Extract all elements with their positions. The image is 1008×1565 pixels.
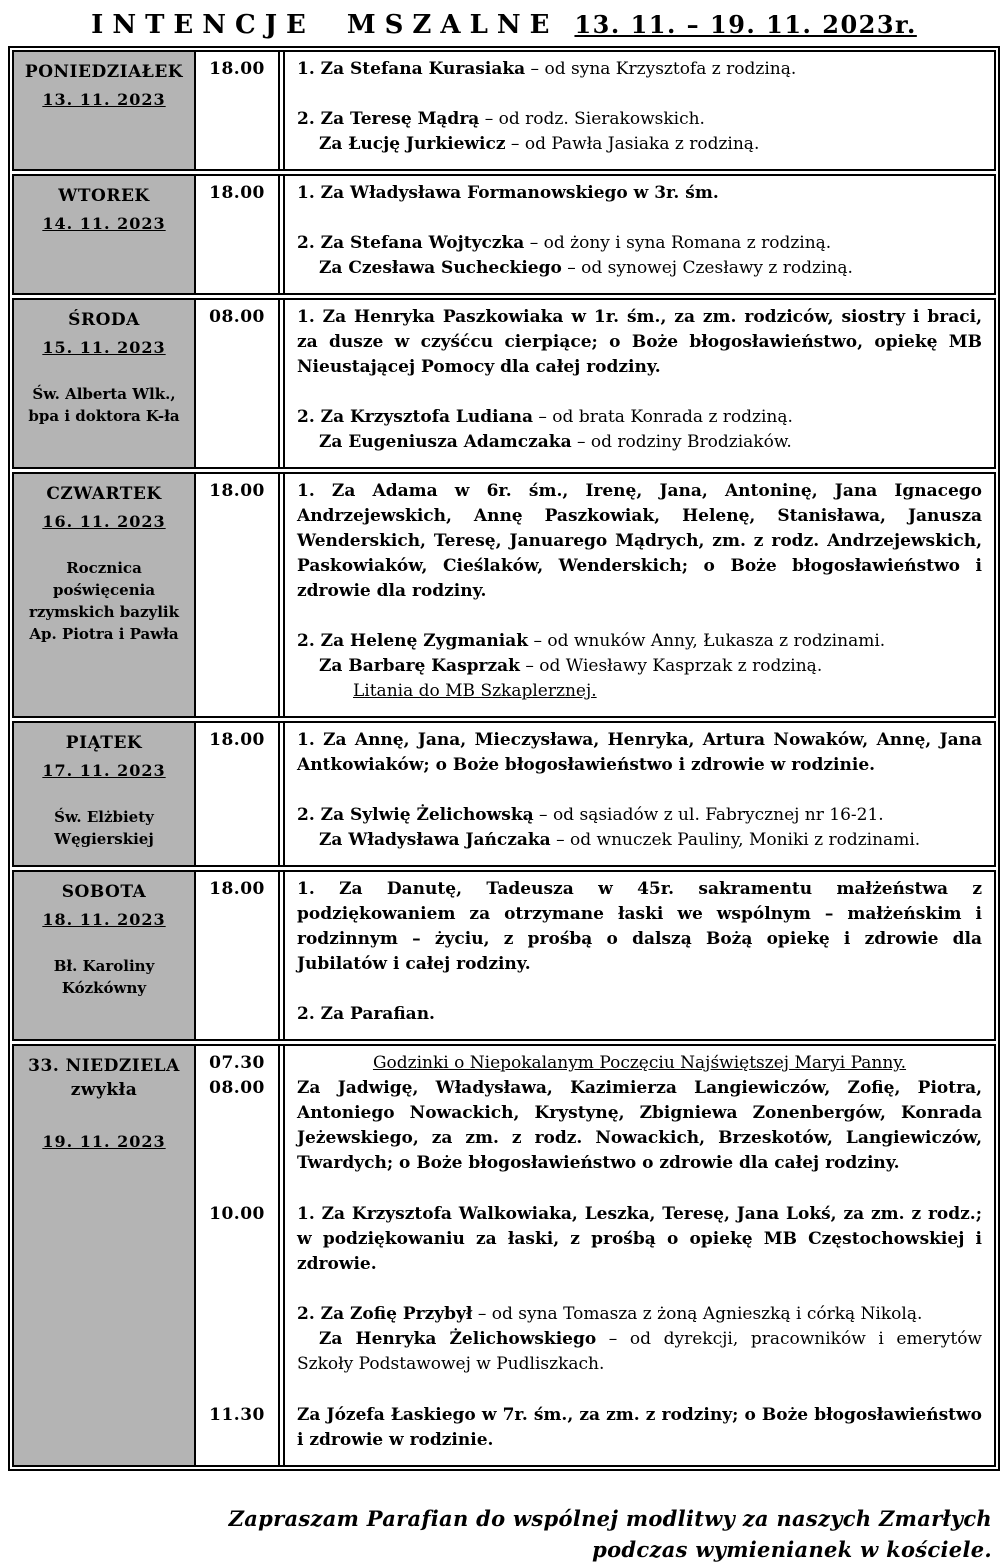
text-segment: 2. Za Teresę Mądrą xyxy=(297,109,480,129)
text-segment: – od Wiesławy Kasprzak z rodziną. xyxy=(519,656,823,676)
table-row xyxy=(12,870,996,1041)
text-segment: – od wnuczek Pauliny, Moniki z rodzinami. xyxy=(550,830,921,850)
time-cell xyxy=(196,300,280,467)
text-segment: 2. Za Zofię Przybył xyxy=(297,1304,473,1324)
intention-line xyxy=(297,1403,982,1453)
text-segment: – od Pawła Jasiaka z rodziną. xyxy=(505,134,760,154)
feast-label: Św. Elżbiety Węgierskiej xyxy=(54,808,154,848)
page-title xyxy=(4,10,1004,40)
slot-stack xyxy=(196,721,996,867)
time-cell xyxy=(196,474,280,716)
intentions-cell xyxy=(283,474,996,716)
text-segment: 1. Za Władysława Formanowskiego w 3r. śm. xyxy=(297,183,719,203)
time-cell xyxy=(196,1188,280,1389)
time-label: 07.30 xyxy=(209,1053,265,1073)
text-segment: Godzinki o Niepokalanym Poczęciu Najświętszej Maryi Panny. xyxy=(372,1053,907,1073)
intention-line xyxy=(297,1076,982,1176)
intentions-cell xyxy=(283,872,996,1039)
day-date: 13. 11. 2023 xyxy=(42,90,166,109)
mass-slot xyxy=(196,52,996,169)
text-segment: – od rodz. Sierakowskich. xyxy=(479,109,705,129)
text-segment: 1. Za Annę, Jana, Mieczysława, Henryka, Artura Nowaków, Annę, Jana Antkowiaków; o Boże błogosławieństwo i zdrowie w rodzinie. xyxy=(297,730,982,775)
intentions-cell xyxy=(283,52,996,169)
day-name: PIĄTEK xyxy=(65,733,143,753)
intention-line xyxy=(297,1051,982,1076)
feast-label: Rocznica poświęcenia rzymskich bazylik Ap. Piotra i Pawła xyxy=(28,559,180,643)
intention-line xyxy=(297,1327,982,1377)
day-date: 18. 11. 2023 xyxy=(42,910,166,929)
time-cell xyxy=(196,723,280,865)
day-name-2: zwykła xyxy=(70,1080,138,1100)
intentions-cell xyxy=(283,1188,996,1389)
day-name: ŚRODA xyxy=(68,310,140,330)
table-row xyxy=(12,298,996,469)
mass-slot xyxy=(196,176,996,293)
day-name: 33. NIEDZIELA xyxy=(28,1056,180,1076)
day-cell xyxy=(12,870,196,1041)
intention-line xyxy=(297,1002,982,1027)
mass-slot xyxy=(196,1389,996,1465)
time-label: 18.00 xyxy=(209,879,265,899)
mass-slot xyxy=(196,1188,996,1389)
intention-line xyxy=(297,305,982,380)
text-segment: 2. Za Stefana Wojtyczka xyxy=(297,233,525,253)
time-cell xyxy=(196,1389,280,1465)
text-segment: 1. Za Henryka Paszkowiaka w 1r. śm., za zm. rodziców, siostry i braci, za dusze w czyśćcu cierpiące; o Boże błogosławieństwo, opiekę MB Nieustającej Pomocy dla całej rodziny. xyxy=(297,307,982,377)
text-segment: Litania do MB Szkaplerznej. xyxy=(353,681,597,701)
text-segment: 1. Za Krzysztofa Walkowiaka, Leszka, Teresę, Jana Lokś, za zm. z rodz.; w podziękowaniu za łaski, z prośbą o opiekę MB Częstochowskiej i zdrowie. xyxy=(297,1204,982,1274)
intention-line xyxy=(297,654,982,679)
day-cell xyxy=(12,721,196,867)
mass-slot xyxy=(196,474,996,716)
day-cell xyxy=(12,298,196,469)
text-segment: Za Henryka Żelichowskiego xyxy=(319,1329,597,1349)
day-cell xyxy=(12,50,196,171)
footer-note xyxy=(0,1503,992,1565)
intentions-cell xyxy=(283,1389,996,1465)
slot-stack xyxy=(196,1044,996,1467)
text-segment: Za Łucję Jurkiewicz xyxy=(319,134,506,154)
page xyxy=(0,10,1008,1565)
text-segment: – od dyrekcji, pracowników i emerytów Szkoły Podstawowej w Pudliszkach. xyxy=(297,1329,982,1374)
time-label: 18.00 xyxy=(209,481,265,501)
intention-line xyxy=(297,728,982,778)
intention-line xyxy=(297,877,982,977)
time-label: 08.00 xyxy=(209,307,265,327)
time-label: 18.00 xyxy=(209,59,265,79)
intentions-cell xyxy=(283,300,996,467)
text-segment: 2. Za Sylwię Żelichowską xyxy=(297,805,534,825)
day-name: CZWARTEK xyxy=(46,484,162,504)
intention-line xyxy=(297,256,982,281)
mass-slot xyxy=(196,300,996,467)
day-date: 14. 11. 2023 xyxy=(42,214,166,233)
intention-line xyxy=(297,679,982,704)
day-date: 16. 11. 2023 xyxy=(42,512,166,531)
day-name: PONIEDZIAŁEK xyxy=(24,62,184,82)
intention-line xyxy=(297,405,982,430)
table-row xyxy=(12,1044,996,1467)
day-date: 17. 11. 2023 xyxy=(42,761,166,780)
mass-table xyxy=(8,46,1000,1471)
day-cell xyxy=(12,174,196,295)
text-segment: 1. Za Danutę, Tadeusza w 45r. sakramentu małżeństwa z podziękowaniem za otrzymane łaski we wspólnym – małżeńskim i rodzinnym – życiu, z prośbą o dalszą Bożą opiekę i zdrowie dla Jubilatów i całej rodziny. xyxy=(297,879,982,974)
time-cell xyxy=(196,52,280,169)
text-segment: Za Czesława Sucheckiego xyxy=(319,258,562,278)
intention-line xyxy=(297,803,982,828)
time-label: 10.00 xyxy=(209,1204,265,1224)
text-segment: 2. Za Helenę Zygmaniak xyxy=(297,631,529,651)
time-label: 18.00 xyxy=(209,730,265,750)
text-segment: 2. Za Krzysztofa Ludiana xyxy=(297,407,533,427)
title-date-range: 13. 11. – 19. 11. 2023r. xyxy=(574,10,917,39)
time-label: 18.00 xyxy=(209,183,265,203)
slot-stack xyxy=(196,174,996,295)
text-segment: Za Barbarę Kasprzak xyxy=(319,656,520,676)
intentions-cell xyxy=(283,723,996,865)
table-row xyxy=(12,721,996,867)
text-segment: – od brata Konrada z rodziną. xyxy=(532,407,793,427)
title-text: INTENCJE MSZALNE xyxy=(91,10,559,40)
time-cell xyxy=(196,176,280,293)
intentions-cell xyxy=(283,176,996,293)
text-segment: – od syna Tomasza z żoną Agnieszką i córką Nikolą. xyxy=(472,1304,923,1324)
slot-stack xyxy=(196,472,996,718)
day-name: SOBOTA xyxy=(61,882,147,902)
day-cell xyxy=(12,1044,196,1467)
day-date: 19. 11. 2023 xyxy=(42,1132,166,1151)
intention-line xyxy=(297,231,982,256)
intention-line xyxy=(297,479,982,604)
text-segment: – od synowej Czesławy z rodziną. xyxy=(561,258,853,278)
intention-line xyxy=(297,1202,982,1277)
intention-line xyxy=(297,57,982,82)
text-segment: Za Jadwigę, Władysława, Kazimierza Langiewiczów, Zofię, Piotra, Antoniego Nowackich, Krystynę, Zbigniewa Zonenbergów, Konrada Jeżewskiego, za zm. z rodz. Nowackich, Brzeskotów, Langiewiczów, Twardych; o Boże błogosławieństwo o zdrowie dla całej rodziny. xyxy=(297,1078,982,1173)
text-segment: Za Józefa Łaskiego w 7r. śm., za zm. z rodziny; o Boże błogosławieństwo i zdrowie w rodzinie. xyxy=(297,1405,982,1450)
text-segment: Za Władysława Jańczaka xyxy=(319,830,551,850)
intention-line xyxy=(297,430,982,455)
slot-stack xyxy=(196,298,996,469)
intention-line xyxy=(297,132,982,157)
intention-line xyxy=(297,107,982,132)
text-segment: 2. Za Parafian. xyxy=(297,1004,435,1024)
feast-label: Św. Alberta Wlk., bpa i doktora K-ła xyxy=(28,385,180,425)
slot-stack xyxy=(196,870,996,1041)
intentions-cell xyxy=(283,1046,996,1188)
text-segment: – od sąsiadów z ul. Fabrycznej nr 16-21. xyxy=(533,805,884,825)
text-segment: Za Eugeniusza Adamczaka xyxy=(319,432,572,452)
table-row xyxy=(12,174,996,295)
text-segment: – od syna Krzysztofa z rodziną. xyxy=(525,59,797,79)
time-cell xyxy=(196,872,280,1039)
intention-line xyxy=(297,1302,982,1327)
day-cell xyxy=(12,472,196,718)
intention-line xyxy=(297,181,982,206)
day-date: 15. 11. 2023 xyxy=(42,338,166,357)
mass-slot xyxy=(196,872,996,1039)
mass-slot xyxy=(196,723,996,865)
time-label: 11.30 xyxy=(209,1405,265,1425)
mass-slot xyxy=(196,1046,996,1188)
day-name: WTOREK xyxy=(58,186,150,206)
table-row xyxy=(12,472,996,718)
slot-stack xyxy=(196,50,996,171)
text-segment: 1. Za Adama w 6r. śm., Irenę, Jana, Antoninę, Jana Ignacego Andrzejewskich, Annę Paszkowiak, Helenę, Stanisława, Janusza Wenderskich, Teresę, Januarego Mądrych, zm. z rodz. Andrzejewskich, Paskowiaków, Cieślaków, Wenderskich; o Boże błogosławieństwo i zdrowie dla rodziny. xyxy=(297,481,982,601)
footer-line-1: Zapraszam Parafian do wspólnej modlitwy za naszych Zmarłych xyxy=(228,1506,992,1531)
table-row xyxy=(12,50,996,171)
text-segment: 1. Za Stefana Kurasiaka xyxy=(297,59,526,79)
text-segment: – od żony i syna Romana z rodziną. xyxy=(524,233,832,253)
footer-line-2: podczas wymienianek w kościele. xyxy=(592,1537,992,1562)
text-segment: – od wnuków Anny, Łukasza z rodzinami. xyxy=(528,631,886,651)
time-label: 08.00 xyxy=(209,1078,265,1098)
intention-line xyxy=(297,629,982,654)
text-segment: – od rodziny Brodziaków. xyxy=(571,432,792,452)
intention-line xyxy=(297,828,982,853)
time-cell xyxy=(196,1046,280,1188)
feast-label: Bł. Karoliny Kózkówny xyxy=(53,957,155,997)
